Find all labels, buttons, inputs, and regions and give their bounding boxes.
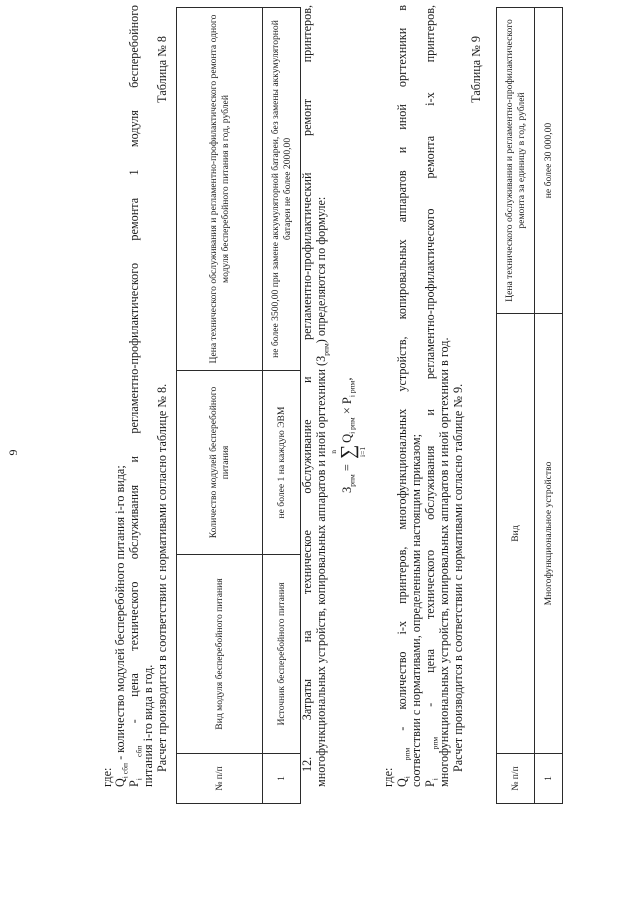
table-9 <box>496 7 563 804</box>
table8-cell-kind: Источник бесперебойного питания <box>263 555 301 754</box>
formula-q: Q <box>339 433 354 443</box>
sigma-symbol: ∑ <box>337 444 359 460</box>
section12-line2-sub: рпм <box>321 343 331 356</box>
sum-operator <box>329 443 367 461</box>
table8-cell-price: не более 3500,00 при замене аккумуляторной батареи, без замены аккумуляторной батареи не более 2000,00 <box>263 8 301 371</box>
calc-note-8: Расчет производится в соответствии с нормативами согласно таблице № 8. <box>155 383 169 772</box>
section12-line2-post: ) определяются по формуле: <box>314 196 328 344</box>
q-rpm-symbol: Q <box>395 778 409 787</box>
table-8 <box>176 7 301 804</box>
formula-q-sub: i рпм <box>347 417 357 434</box>
table9-header-row <box>497 8 535 804</box>
section12-line2-pre: многофункциональных устройств, копировальных аппаратов и иной оргтехники (З <box>314 355 328 787</box>
table-row <box>535 8 563 804</box>
table-row <box>263 8 301 804</box>
table9-cell-num: 1 <box>535 754 563 804</box>
formula-p: P <box>339 397 354 405</box>
p-rpm-definition: - цена технического обслуживания и регламентно-профилактического ремонта i-х принтеров, <box>423 4 437 737</box>
formula-lhs-sub: рпм <box>347 474 357 487</box>
table8-header-num: № п/п <box>177 754 263 804</box>
table9-header-kind: Вид <box>497 314 535 754</box>
where-label-top: где: <box>100 767 114 787</box>
q-rpm-subscript: i рпм <box>402 747 412 779</box>
sum-lower-limit: i=1 <box>358 446 367 457</box>
q-definition: - количество модулей бесперебойного питания i-го вида; <box>113 465 127 763</box>
p-rpm-symbol: P <box>423 780 437 787</box>
formula-eq: = <box>339 460 354 475</box>
table8-header-row <box>177 8 263 804</box>
section12-line1: 12. Затраты на техническое обслуживание и регламентно-профилактический ремонт принтеров, <box>300 5 314 772</box>
sum-upper-limit: n <box>329 450 338 454</box>
p-subscript: i сбп <box>134 745 144 781</box>
table9-header-price: Цена технического обслуживания и регламентно-профилактического ремонта за единицу в год, рублей <box>497 8 535 314</box>
formula-p-sub: i рпм <box>347 380 357 398</box>
table8-header-kind: Вид модуля бесперебойного питания <box>177 555 263 754</box>
table8-caption: Таблица № 8 <box>155 36 169 103</box>
formula-times: × <box>339 404 354 418</box>
where-label-2: где: <box>381 767 395 787</box>
table9-header-num: № п/п <box>497 754 535 804</box>
q-rpm-definition: - количество i-х принтеров, многофункциональных устройств, копировальных аппаратов и иной оргтехники в <box>395 4 409 748</box>
p-symbol: P <box>127 780 141 787</box>
formula <box>329 377 367 493</box>
table9-cell-kind: Многофункциональное устройство <box>535 314 563 754</box>
q-subscript: i сбп <box>120 762 130 779</box>
table8-header-price: Цена технического обслуживания и регламентно-профилактического ремонта одного модуля бесперебойного питания в год, рублей <box>177 8 263 371</box>
table8-cell-num: 1 <box>263 754 301 804</box>
section12-line2 <box>314 197 333 787</box>
def-q-rpm-cont: соответствии с нормативами, определенными настоящим приказом; <box>409 434 423 787</box>
p-definition: - цена технического обслуживания и регламентно-профилактического ремонта 1 модуля бесперебойного <box>127 5 141 746</box>
p-rpm-subscript: i рпм <box>430 736 440 781</box>
def-p-sbp-cont: питания i-го вида в год. <box>141 664 155 787</box>
page-number: 9 <box>6 449 20 456</box>
table8-cell-count: не более 1 на каждую ЭВМ <box>263 371 301 555</box>
formula-end: , <box>339 377 354 381</box>
formula-lhs: З <box>339 486 354 493</box>
table9-caption: Таблица № 9 <box>469 36 483 103</box>
def-p-rpm-cont: многофункциональных устройств, копировальных аппаратов и иной оргтехники в год. <box>437 337 451 787</box>
table8-header-count: Количество модулей бесперебойного питания <box>177 371 263 555</box>
table9-cell-price: не более 30 000,00 <box>535 8 563 314</box>
calc-note-9: Расчет производится в соответствии с нормативами согласно таблице № 9. <box>451 383 465 772</box>
q-symbol: Q <box>113 778 127 787</box>
